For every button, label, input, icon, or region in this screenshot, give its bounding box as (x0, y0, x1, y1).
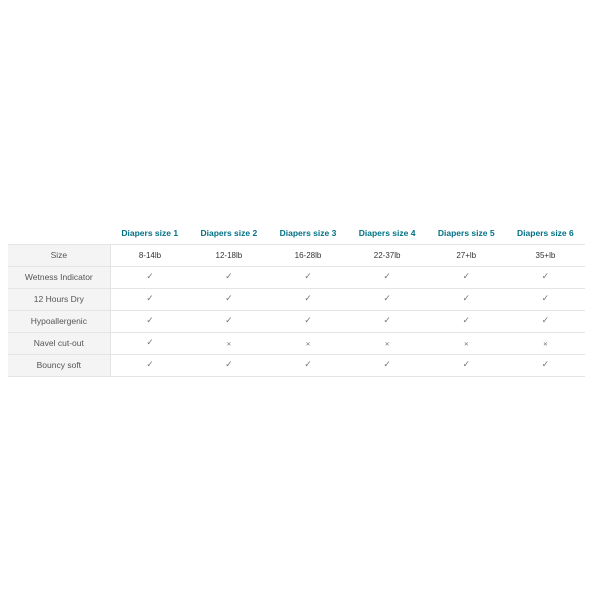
check-icon: ✓ (146, 272, 154, 282)
row-label: Wetness Indicator (8, 266, 110, 288)
table-row (8, 244, 585, 266)
feature-cell (427, 288, 506, 310)
size-value-cell: 35+lb (535, 250, 556, 260)
size-value-cell: 16-28lb (294, 250, 322, 260)
feature-cell (189, 288, 268, 310)
check-icon: ✓ (304, 272, 312, 282)
size-value-cell: 27+lb (456, 250, 477, 260)
check-icon: ✓ (225, 316, 233, 326)
feature-cell (427, 310, 506, 332)
row-label: 12 Hours Dry (8, 288, 110, 310)
feature-cell (348, 354, 427, 376)
table-row (8, 266, 585, 288)
column-header-5[interactable]: Diapers size 5 (437, 227, 495, 238)
check-icon: ✓ (541, 294, 550, 304)
check-icon: ✓ (541, 316, 550, 326)
feature-cell (268, 266, 347, 288)
feature-cell (189, 354, 268, 376)
size-value-cell: 22-37lb (373, 250, 401, 260)
table-row (8, 354, 585, 376)
check-icon: ✓ (462, 316, 470, 326)
feature-cell (268, 288, 347, 310)
feature-cell (506, 332, 585, 354)
size-value-cell: 12-18lb (215, 250, 243, 260)
cross-icon: ✕ (463, 340, 469, 348)
check-icon: ✓ (146, 360, 154, 370)
check-icon: ✓ (462, 272, 470, 282)
check-icon: ✓ (383, 294, 391, 304)
table-row (8, 288, 585, 310)
feature-cell (348, 266, 427, 288)
check-icon: ✓ (225, 360, 233, 370)
feature-cell (427, 354, 506, 376)
row-label: Bouncy soft (8, 354, 110, 376)
column-header-3[interactable]: Diapers size 3 (279, 227, 337, 238)
feature-cell (189, 310, 268, 332)
column-header-2[interactable]: Diapers size 2 (200, 227, 258, 238)
feature-cell (427, 332, 506, 354)
feature-cell (110, 332, 189, 354)
feature-cell (506, 310, 585, 332)
check-icon: ✓ (383, 316, 391, 326)
feature-cell (110, 310, 189, 332)
feature-cell (110, 288, 189, 310)
check-icon: ✓ (383, 360, 391, 370)
feature-cell (110, 354, 189, 376)
check-icon: ✓ (383, 272, 391, 282)
row-label: Size (8, 244, 110, 266)
table-row (8, 310, 585, 332)
feature-cell (110, 266, 189, 288)
check-icon: ✓ (304, 360, 312, 370)
feature-cell (189, 266, 268, 288)
table-row (8, 332, 585, 354)
feature-cell (268, 354, 347, 376)
feature-cell (506, 354, 585, 376)
feature-cell (427, 266, 506, 288)
corner-cell (8, 222, 110, 244)
cross-icon: ✕ (384, 340, 390, 348)
check-icon: ✓ (304, 294, 312, 304)
check-icon: ✓ (146, 294, 154, 304)
size-value-cell: 8-14lb (138, 250, 162, 260)
feature-cell (506, 288, 585, 310)
comparison-table-body (8, 244, 585, 376)
feature-cell (348, 288, 427, 310)
feature-cell (268, 310, 347, 332)
column-header-1[interactable]: Diapers size 1 (121, 227, 179, 238)
feature-cell (189, 332, 268, 354)
check-icon: ✓ (541, 360, 550, 370)
cross-icon: ✕ (226, 340, 232, 348)
column-header-4[interactable]: Diapers size 4 (358, 227, 416, 238)
check-icon: ✓ (304, 316, 312, 326)
product-comparison-table (8, 222, 585, 377)
cross-icon: ✕ (542, 340, 548, 348)
check-icon: ✓ (225, 272, 233, 282)
check-icon: ✓ (146, 338, 154, 348)
row-label: Hypoallergenic (8, 310, 110, 332)
check-icon: ✓ (462, 294, 470, 304)
feature-cell (348, 310, 427, 332)
comparison-header-row (8, 222, 585, 244)
column-header-6[interactable]: Diapers size 6 (517, 227, 574, 238)
check-icon: ✓ (462, 360, 470, 370)
feature-cell (506, 266, 585, 288)
feature-cell (348, 332, 427, 354)
check-icon: ✓ (541, 272, 550, 282)
row-label: Navel cut-out (8, 332, 110, 354)
check-icon: ✓ (225, 294, 233, 304)
feature-cell (268, 332, 347, 354)
check-icon: ✓ (146, 316, 154, 326)
cross-icon: ✕ (305, 340, 311, 348)
